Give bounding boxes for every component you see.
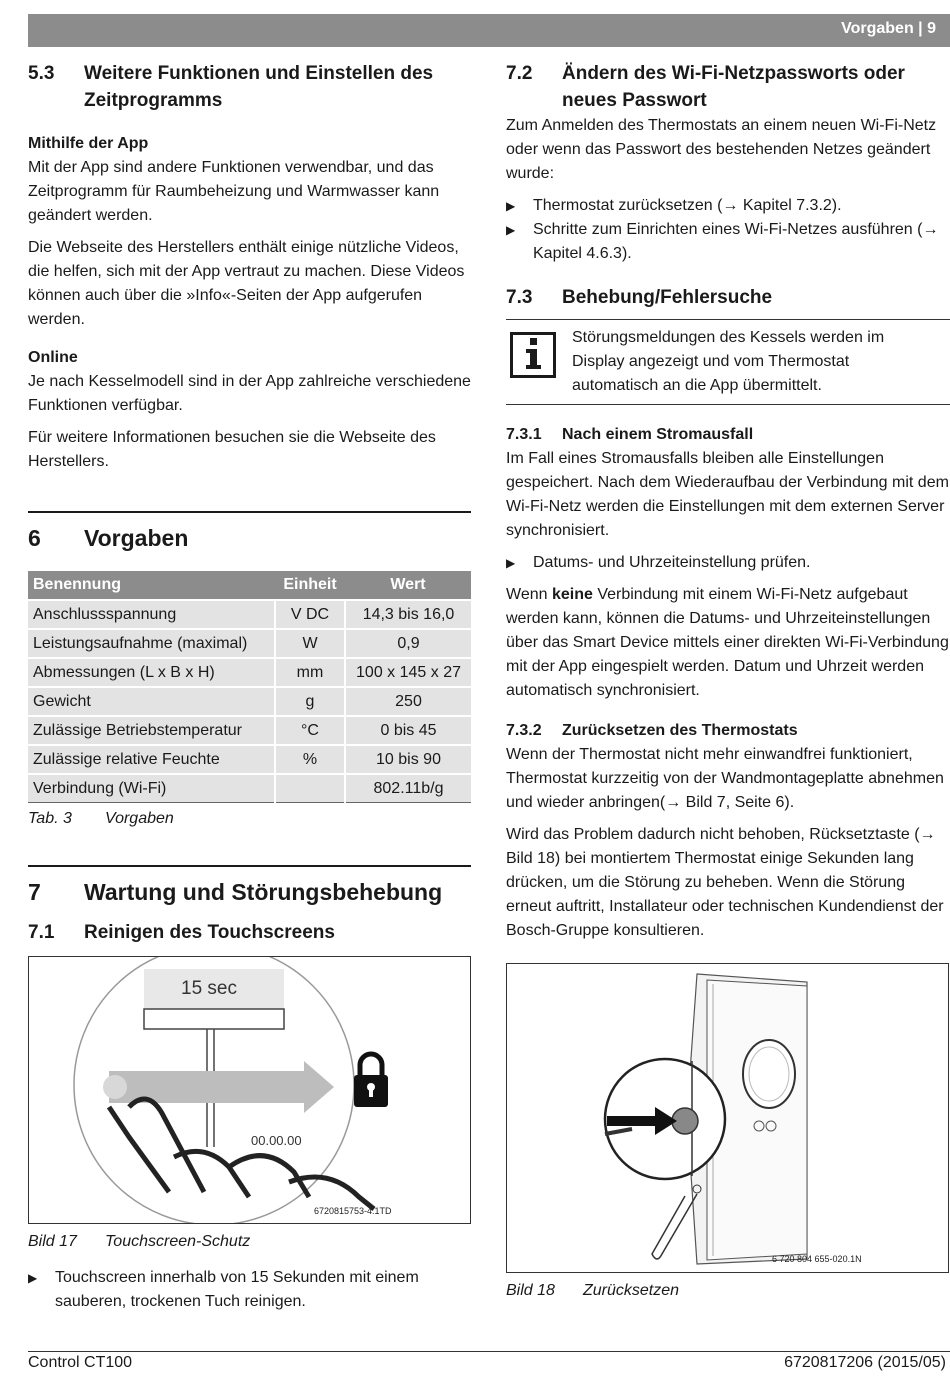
section-7-1-heading (28, 919, 471, 946)
touchscreen-illustration (29, 957, 470, 1223)
info-note (506, 319, 950, 405)
section-7-heading (28, 877, 471, 907)
table-row (28, 716, 471, 745)
online-subheading: Online (28, 349, 78, 366)
time-readout: 00.00.00 (251, 1133, 302, 1148)
section-number: 7.2 (506, 63, 533, 84)
section-title: Vorgaben (84, 525, 189, 551)
table-cell: mm (275, 658, 345, 687)
table-cell: Zulässige relative Feuchte (28, 745, 275, 774)
column-header: Einheit (275, 571, 345, 600)
table-cell: % (275, 745, 345, 774)
table-cell: 802.11b/g (345, 774, 471, 803)
figure-17-caption (28, 1230, 471, 1254)
instruction-bullet (506, 194, 950, 218)
table-cell: 0,9 (345, 629, 471, 658)
table-cell: W (275, 629, 345, 658)
online-paragraph-2: Für weitere Informationen besuchen sie die Webseite des Herstellers. (28, 429, 436, 470)
instruction-bullet (506, 551, 950, 575)
section-number: 7.1 (28, 922, 55, 943)
section-7-2-heading (506, 60, 950, 114)
section-title: Behebung/Fehlersuche (562, 287, 773, 308)
table-cell: 0 bis 45 (345, 716, 471, 745)
section-7-3-2-paragraph-2: Wird das Problem dadurch nicht behoben, Rücksetztaste (→ Bild 18) bei montiertem Thermostat einige Sekunden lang drücken, um die Störung zu beheben. Wenn die Störung erneut auftritt, Installateur oder technischen Kundendienst der Bosch-Gruppe konsultieren. (506, 826, 944, 939)
caption-label: Bild 18 (506, 1282, 555, 1299)
section-7-3-1-heading (506, 423, 950, 447)
left-column (28, 60, 471, 1314)
footer-document-number: 6720817206 (2015/05) (784, 1354, 946, 1371)
section-title: Nach einem Stromausfall (562, 426, 754, 443)
caption-text: Zurücksetzen (583, 1282, 680, 1299)
section-number: 7 (28, 879, 41, 905)
right-column (506, 60, 950, 1303)
section-title: Weitere Funktionen und Einstellen des Zeitprogramms (84, 63, 434, 111)
bullet-text: Datums- und Uhrzeiteinstellung prüfen. (533, 554, 811, 571)
table-cell: g (275, 687, 345, 716)
section-5-3-heading (28, 60, 471, 114)
section-6-heading (28, 523, 471, 553)
bullet-text: Touchscreen innerhalb von 15 Sekunden mit einem sauberen, trockenen Tuch reinigen. (55, 1269, 419, 1310)
section-title: Ändern des Wi-Fi-Netzpassworts oder neues Passwort (562, 63, 905, 111)
specifications-table (28, 571, 471, 803)
table-cell: V DC (275, 600, 345, 629)
section-number: 7.3.2 (506, 722, 542, 739)
section-number: 5.3 (28, 63, 55, 84)
table-cell: 10 bis 90 (345, 745, 471, 774)
instruction-bullet (506, 218, 950, 266)
instruction-bullet (28, 1266, 471, 1314)
table-cell: 250 (345, 687, 471, 716)
table-row (28, 658, 471, 687)
section-7-3-heading (506, 284, 950, 311)
header-title: Vorgaben | 9 (841, 20, 936, 37)
section-title: Reinigen des Touchscreens (84, 922, 335, 943)
section-title: Wartung und Störungsbehebung (84, 879, 443, 905)
table-row (28, 629, 471, 658)
section-7-3-1-paragraph-1: Im Fall eines Stromausfalls bleiben alle Einstellungen gespeichert. Nach dem Wiederaufbau der Verbindung mit dem Wi-Fi-Netz werden die Einstellungen mit dem externen Server synchronisiert. (506, 450, 949, 539)
figure-18-caption (506, 1279, 950, 1303)
section-7-3-2-heading (506, 719, 950, 743)
table-row (28, 687, 471, 716)
table-header-row (28, 571, 471, 600)
footer-rule (28, 1351, 950, 1352)
app-paragraph-2: Die Webseite des Herstellers enthält einige nützliche Videos, die helfen, sich mit der App vertraut zu machen. Diese Videos können auch über die »Info«-Seiten der App aufgerufen werden. (28, 239, 465, 328)
section-7-3-2-paragraph-1: Wenn der Thermostat nicht mehr einwandfrei funktioniert, Thermostat kurzzeitig von der Wandmontageplatte abnehmen und wieder anbringen(→ Bild 7, Seite 6). (506, 746, 944, 811)
text-run: Verbindung mit einem Wi-Fi-Netz aufgebaut werden kann, können die Datums- und Uhrzeiteinstellungen über das Smart Device mittels einer direkten Wi-Fi-Verbindung mit der App eingespielt werden. Datum und Uhrzeit werden automatisch synchronisiert. (506, 586, 949, 699)
table-cell (275, 774, 345, 803)
caption-text: Touchscreen-Schutz (105, 1233, 251, 1250)
app-subheading: Mithilfe der App (28, 135, 149, 152)
table-cell: 100 x 145 x 27 (345, 658, 471, 687)
section-title: Zurücksetzen des Thermostats (562, 722, 798, 739)
section-number: 6 (28, 525, 41, 551)
table-row (28, 745, 471, 774)
section-number: 7.3 (506, 287, 533, 308)
info-note-text: Störungsmeldungen des Kessels werden im Display angezeigt und vom Thermostat automatisch an die App übermittelt. (572, 329, 885, 394)
table-cell: Anschlussspannung (28, 600, 275, 629)
column-header: Wert (345, 571, 471, 600)
bullet-triangle-icon: ▶ (506, 556, 516, 570)
caption-label: Tab. 3 (28, 810, 72, 827)
table-cell: °C (275, 716, 345, 745)
table-row (28, 600, 471, 629)
table-row (28, 774, 471, 803)
section-7-2-paragraph: Zum Anmelden des Thermostats an einem neuen Wi-Fi-Netz oder wenn das Passwort des bestehenden Netzes geändert wurde: (506, 117, 937, 182)
emphasis-text: keine (551, 586, 593, 603)
caption-text: Vorgaben (105, 810, 174, 827)
section-number: 7.3.1 (506, 426, 542, 443)
column-header: Benennung (28, 571, 275, 600)
timer-label: 15 sec (181, 978, 237, 999)
table-cell: Leistungsaufnahme (maximal) (28, 629, 275, 658)
caption-label: Bild 17 (28, 1233, 77, 1250)
table-caption (28, 807, 471, 831)
figure-18-reset (506, 963, 949, 1273)
table-cell: Gewicht (28, 687, 275, 716)
figure-code: 6 720 804 655-020.1N (772, 1254, 862, 1264)
online-paragraph-1: Je nach Kesselmodell sind in der App zahlreiche verschiedene Funktionen verfügbar. (28, 373, 471, 414)
figure-17-touchscreen (28, 956, 471, 1224)
table-cell: Verbindung (Wi-Fi) (28, 774, 275, 803)
bullet-triangle-icon: ▶ (506, 223, 516, 237)
table-cell: 14,3 bis 16,0 (345, 600, 471, 629)
table-cell: Zulässige Betriebstemperatur (28, 716, 275, 745)
reset-illustration (507, 964, 948, 1272)
section-7-3-1-paragraph-2 (506, 583, 950, 703)
footer-product: Control CT100 (28, 1354, 133, 1371)
bullet-triangle-icon: ▶ (28, 1271, 38, 1285)
bullet-text: Thermostat zurücksetzen (→ Kapitel 7.3.2). (533, 197, 842, 214)
header-bar (28, 14, 950, 47)
info-icon (510, 332, 556, 378)
figure-code: 6720815753-4.1TD (314, 1206, 392, 1216)
app-paragraph-1: Mit der App sind andere Funktionen verwendbar, und das Zeitprogramm für Raumbeheizung und Warmwasser kann geändert werden. (28, 159, 440, 224)
text-run: Wenn (506, 586, 552, 603)
bullet-triangle-icon: ▶ (506, 199, 516, 213)
table-cell: Abmessungen (L x B x H) (28, 658, 275, 687)
bullet-text: Schritte zum Einrichten eines Wi-Fi-Netzes ausführen (→ Kapitel 4.6.3). (533, 221, 939, 262)
